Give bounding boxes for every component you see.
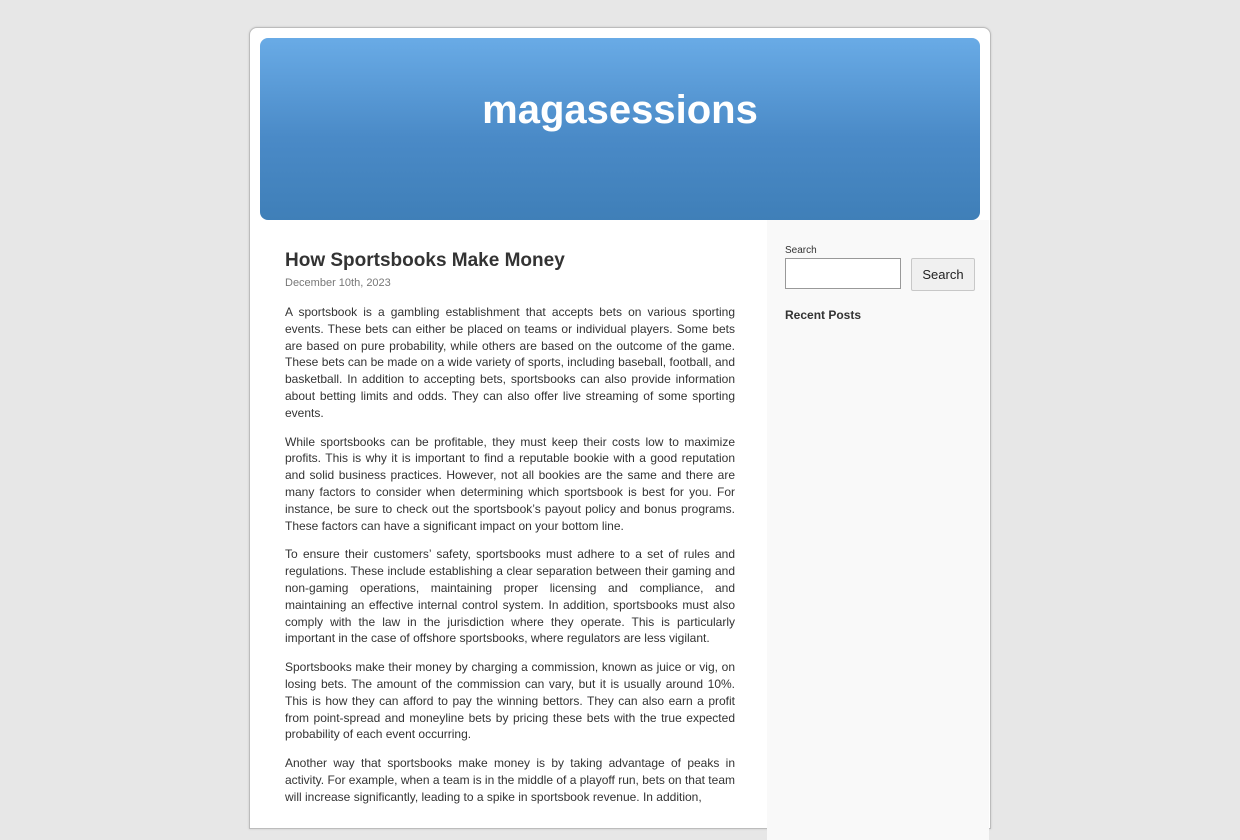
search-label: Search — [785, 245, 817, 256]
site-title-link[interactable]: magasessions — [482, 88, 758, 132]
recent-posts-heading: Recent Posts — [785, 308, 862, 322]
post-body — [285, 304, 735, 806]
search-input[interactable] — [785, 258, 901, 289]
sidebar — [785, 240, 975, 322]
post-paragraph: Sportsbooks make their money by charging a commission, known as juice or vig, on losing bets. The amount of the commission can vary, but it is usually around 10%. This is how they can afford to pay the winning bettors. They can also earn a profit from point-spread and moneyline bets by pricing these bets with the true expected probability of each event occurring. — [285, 660, 735, 742]
site-header — [260, 38, 980, 220]
search-form — [785, 258, 975, 292]
post-paragraph: A sportsbook is a gambling establishment that accepts bets on various sporting events. These bets can either be placed on teams or individual players. Some bets are based on pure probability, while others are based on the outcome of the game. These bets can be made on a wide variety of sports, including baseball, football, and basketball. In addition to accepting bets, sportsbooks can also provide information about betting limits and odds. They can also offer live streaming of some sporting events. — [285, 305, 735, 420]
post-paragraph: Another way that sportsbooks make money is by taking advantage of peaks in activity. For example, when a team is in the middle of a playoff run, bets on that team will increase significantly, leading to a spike in sportsbook revenue. In addition, — [285, 756, 735, 804]
main-content — [285, 248, 735, 806]
post-date: December 10th, 2023 — [285, 277, 391, 289]
search-button[interactable]: Search — [911, 258, 975, 291]
page-container — [249, 27, 991, 829]
post-title-link[interactable]: How Sportsbooks Make Money — [285, 250, 565, 271]
post-paragraph: To ensure their customers’ safety, sportsbooks must adhere to a set of rules and regulations. These include establishing a clear separation between their gaming and non-gaming operations, maintaining proper licensing and compliance, and maintaining an effective internal control system. In addition, sportsbooks must also comply with the law in the jurisdiction where they operate. This is particularly important in the case of offshore sportsbooks, where regulators are less vigilant. — [285, 547, 735, 646]
post-paragraph: While sportsbooks can be profitable, they must keep their costs low to maximize profits. This is why it is important to find a reputable bookie with a good reputation and solid business practices. However, not all bookies are the same and there are many factors to consider when determining which sportsbook is best for you. For instance, be sure to check out the sportsbook’s payout policy and bonus programs. These factors can have a significant impact on your bottom line. — [285, 434, 735, 533]
